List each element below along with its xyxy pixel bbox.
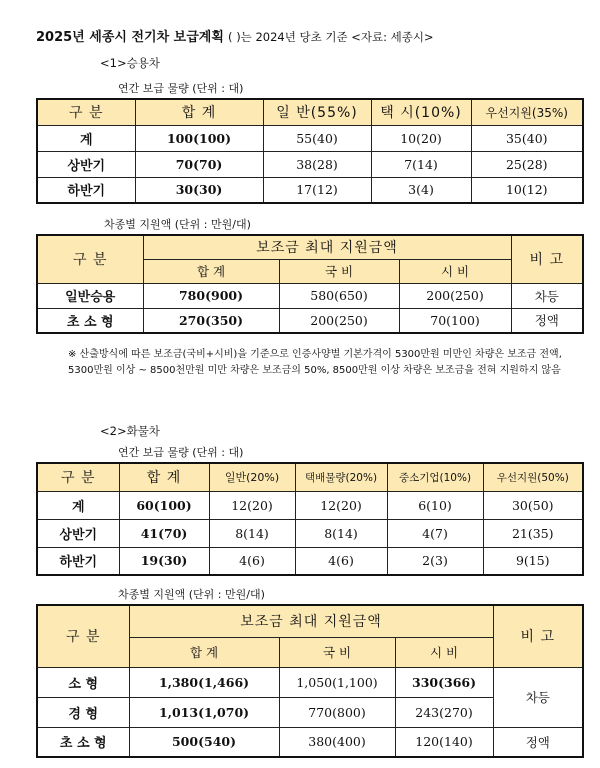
header-cell: 구 분 bbox=[37, 605, 129, 667]
cell-value: 38(28) bbox=[263, 151, 371, 177]
cell-value: 21(35) bbox=[483, 519, 583, 547]
cell-value: 60(100) bbox=[119, 491, 209, 519]
cell-value: 70(70) bbox=[135, 151, 263, 177]
subheader-cell: 합 계 bbox=[143, 259, 279, 283]
header-cell: 비 고 bbox=[493, 605, 583, 667]
cell-value: 7(14) bbox=[371, 151, 471, 177]
table-row bbox=[37, 667, 583, 697]
cell-value: 200(250) bbox=[399, 283, 511, 308]
cell-value: 580(650) bbox=[279, 283, 399, 308]
cell-value: 2(3) bbox=[387, 547, 483, 575]
cell-value: 70(100) bbox=[399, 308, 511, 333]
table-row bbox=[37, 491, 583, 519]
row-label: 하반기 bbox=[37, 177, 135, 203]
cell-value: 1,013(1,070) bbox=[129, 697, 279, 727]
row-label: 경 형 bbox=[37, 697, 129, 727]
cell-value: 1,380(1,466) bbox=[129, 667, 279, 697]
cell-value: 120(140) bbox=[395, 727, 493, 757]
header-cell: 보조금 최대 지원금액 bbox=[143, 235, 511, 259]
cell-value: 4(6) bbox=[295, 547, 387, 575]
cell-value: 8(14) bbox=[295, 519, 387, 547]
cell-value: 380(400) bbox=[279, 727, 395, 757]
cell-value: 35(40) bbox=[471, 125, 583, 151]
cell-value: 270(350) bbox=[143, 308, 279, 333]
cell-value: 770(800) bbox=[279, 697, 395, 727]
header-cell: 구 분 bbox=[37, 99, 135, 125]
table-row bbox=[37, 308, 583, 333]
header-cell: 일반(20%) bbox=[209, 463, 295, 491]
row-label: 일반승용 bbox=[37, 283, 143, 308]
row-label: 상반기 bbox=[37, 151, 135, 177]
cell-value: 243(270) bbox=[395, 697, 493, 727]
row-label: 계 bbox=[37, 491, 119, 519]
title-note: ( )는 2024년 당초 기준 <자료: 세종시> bbox=[228, 30, 434, 44]
title-main: 2025년 세종시 전기차 보급계획 bbox=[36, 30, 224, 45]
cell-value: 200(250) bbox=[279, 308, 399, 333]
cell-note: 정액 bbox=[511, 308, 583, 333]
cell-value: 8(14) bbox=[209, 519, 295, 547]
header-cell: 중소기업(10%) bbox=[387, 463, 483, 491]
cell-value: 4(7) bbox=[387, 519, 483, 547]
table-row bbox=[37, 151, 583, 177]
header-cell: 우선지원(35%) bbox=[471, 99, 583, 125]
cell-note: 정액 bbox=[493, 727, 583, 757]
section2-supply-caption: 연간 보급 물량 (단위 : 대) bbox=[118, 446, 244, 459]
table-row bbox=[37, 283, 583, 308]
cell-note: 차등 bbox=[511, 283, 583, 308]
cell-value: 19(30) bbox=[119, 547, 209, 575]
section1-label: <1>승용차 bbox=[100, 56, 160, 70]
subheader-cell: 국 비 bbox=[279, 637, 395, 667]
header-cell: 구 분 bbox=[37, 463, 119, 491]
cell-value: 4(6) bbox=[209, 547, 295, 575]
section1-footnote: ※ 산출방식에 따른 보조금(국비+시비)을 기준으로 인증사양별 기본가격이 5300만원 미만인 차량은 보조금 전액, 5300만원 이상 ~ 8500천만원 미만 차량은 보조금의 50%, 8500만원 이상 차량은 보조금을 전혀 지원하지 않음 bbox=[68, 349, 562, 376]
cell-value: 9(15) bbox=[483, 547, 583, 575]
cell-value: 30(30) bbox=[135, 177, 263, 203]
cell-value: 100(100) bbox=[135, 125, 263, 151]
row-label: 소 형 bbox=[37, 667, 129, 697]
cell-value: 500(540) bbox=[129, 727, 279, 757]
table-row bbox=[37, 519, 583, 547]
section2-subsidy-table bbox=[36, 604, 584, 758]
section2-subsidy-caption: 차종별 지원액 (단위 : 만원/대) bbox=[118, 588, 265, 601]
header-cell: 보조금 최대 지원금액 bbox=[129, 605, 493, 637]
cell-value: 3(4) bbox=[371, 177, 471, 203]
row-label: 초 소 형 bbox=[37, 308, 143, 333]
section1-supply-caption: 연간 보급 물량 (단위 : 대) bbox=[118, 82, 244, 95]
row-label: 하반기 bbox=[37, 547, 119, 575]
subheader-cell: 시 비 bbox=[395, 637, 493, 667]
cell-value: 12(20) bbox=[295, 491, 387, 519]
header-cell: 비 고 bbox=[511, 235, 583, 283]
cell-value: 41(70) bbox=[119, 519, 209, 547]
row-label: 상반기 bbox=[37, 519, 119, 547]
section1-subsidy-table bbox=[36, 234, 584, 334]
row-label: 계 bbox=[37, 125, 135, 151]
section2-label: <2>화물차 bbox=[100, 424, 160, 438]
cell-value: 780(900) bbox=[143, 283, 279, 308]
cell-value: 10(12) bbox=[471, 177, 583, 203]
header-cell: 합 계 bbox=[119, 463, 209, 491]
cell-value: 55(40) bbox=[263, 125, 371, 151]
cell-value: 17(12) bbox=[263, 177, 371, 203]
section2-supply-table bbox=[36, 462, 584, 576]
header-cell: 택 시(10%) bbox=[371, 99, 471, 125]
table-row bbox=[37, 177, 583, 203]
subheader-cell: 합 계 bbox=[129, 637, 279, 667]
subheader-cell: 시 비 bbox=[399, 259, 511, 283]
page-title bbox=[36, 26, 434, 45]
cell-value: 330(366) bbox=[395, 667, 493, 697]
table-row bbox=[37, 727, 583, 757]
cell-value: 25(28) bbox=[471, 151, 583, 177]
cell-value: 12(20) bbox=[209, 491, 295, 519]
header-cell: 택배물량(20%) bbox=[295, 463, 387, 491]
table-row bbox=[37, 547, 583, 575]
section1-subsidy-caption: 차종별 지원액 (단위 : 만원/대) bbox=[104, 218, 251, 231]
cell-value: 10(20) bbox=[371, 125, 471, 151]
header-cell: 우선지원(50%) bbox=[483, 463, 583, 491]
header-cell: 일 반(55%) bbox=[263, 99, 371, 125]
header-cell: 구 분 bbox=[37, 235, 143, 283]
header-cell: 합 계 bbox=[135, 99, 263, 125]
subheader-cell: 국 비 bbox=[279, 259, 399, 283]
cell-note: 차등 bbox=[493, 667, 583, 727]
cell-value: 6(10) bbox=[387, 491, 483, 519]
cell-value: 30(50) bbox=[483, 491, 583, 519]
table-row bbox=[37, 125, 583, 151]
cell-value: 1,050(1,100) bbox=[279, 667, 395, 697]
section1-supply-table bbox=[36, 98, 584, 204]
row-label: 초 소 형 bbox=[37, 727, 129, 757]
